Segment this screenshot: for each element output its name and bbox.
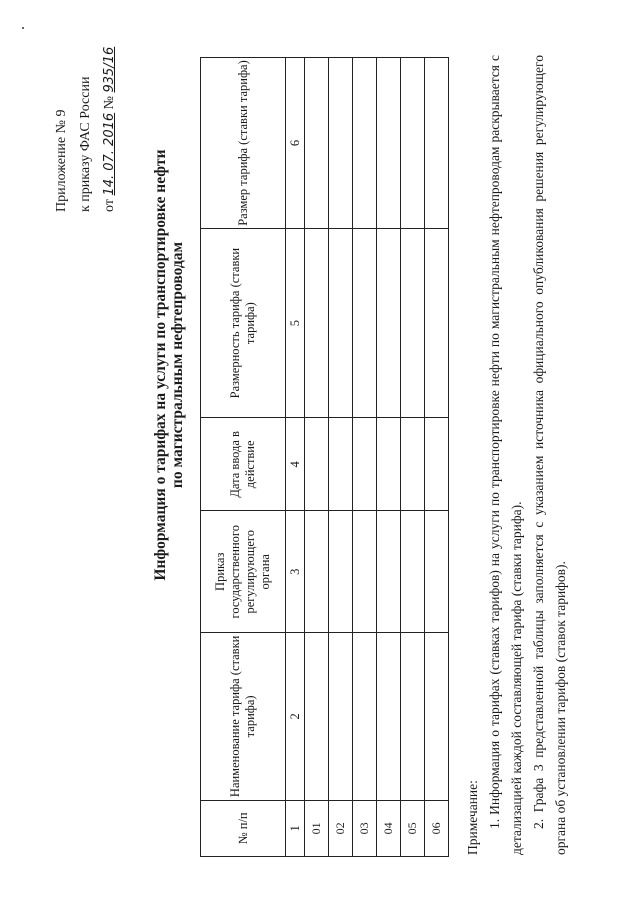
appendix-date: 14. 07. 2016	[102, 112, 117, 196]
column-number: 4	[286, 418, 305, 511]
table-column-numbers	[286, 58, 305, 857]
notes-heading: Примечание:	[465, 780, 480, 855]
table-cell	[401, 418, 425, 511]
table-cell	[353, 418, 377, 511]
table-row	[305, 58, 329, 857]
column-number: 2	[286, 633, 305, 801]
table-cell	[377, 229, 401, 418]
row-number: 03	[353, 800, 377, 856]
header-effective-date: Дата ввода в действие	[201, 418, 286, 511]
row-number: 05	[401, 800, 425, 856]
note-item-1: 1. Информация о тарифах (ставках тарифов) на услуги по транспортировке нефти по магистральным нефтепроводам раскрывается с детализацией каждой составляющей тарифа (ставки тарифа).	[487, 55, 524, 855]
note-item-2: 2. Графа 3 представленной таблицы заполняется с указанием источника официального опубликования решения регулирующего органа об установлении тарифов (ставок тарифов).	[531, 55, 568, 855]
appendix-order-number: 935/16	[102, 46, 117, 93]
table-cell	[329, 418, 353, 511]
header-size: Размер тарифа (ставки тарифа)	[201, 58, 286, 229]
appendix-header	[50, 47, 122, 212]
column-number: 5	[286, 229, 305, 418]
table-cell	[329, 511, 353, 633]
table-cell	[377, 633, 401, 801]
table-cell	[425, 633, 449, 801]
tariff-table	[200, 57, 449, 857]
header-number: № п/п	[201, 800, 286, 856]
table-row	[329, 58, 353, 857]
document-title: Информация о тарифах на услуги по транспортировке нефти по магистральным нефтепроводам	[152, 149, 186, 581]
table-cell	[353, 633, 377, 801]
row-number: 02	[329, 800, 353, 856]
appendix-order: к приказу ФАС России	[78, 76, 93, 212]
table-header-row	[201, 58, 286, 857]
row-number: 04	[377, 800, 401, 856]
row-number: 01	[305, 800, 329, 856]
table-row	[353, 58, 377, 857]
table-cell	[305, 58, 329, 229]
table-cell	[329, 58, 353, 229]
table-cell	[401, 511, 425, 633]
table-cell	[425, 58, 449, 229]
table-cell	[329, 633, 353, 801]
table-cell	[353, 229, 377, 418]
header-dimension: Размерность тарифа (ставки тарифа)	[201, 229, 286, 418]
table-cell	[401, 229, 425, 418]
table-cell	[353, 511, 377, 633]
table-cell	[425, 511, 449, 633]
column-number: 3	[286, 511, 305, 633]
column-number: 6	[286, 58, 305, 229]
header-tariff-name: Наименование тарифа (ставки тарифа)	[201, 633, 286, 801]
notes-section	[462, 55, 572, 855]
table-cell	[401, 633, 425, 801]
table-cell	[425, 229, 449, 418]
table-row	[377, 58, 401, 857]
table-cell	[401, 58, 425, 229]
scan-speck	[22, 27, 24, 29]
appendix-date-line: от 14. 07. 2016 № 935/16	[102, 46, 117, 212]
table-cell	[377, 58, 401, 229]
table-row	[425, 58, 449, 857]
table-cell	[377, 511, 401, 633]
table-cell	[353, 58, 377, 229]
appendix-number: Приложение № 9	[54, 109, 69, 212]
table-cell	[377, 418, 401, 511]
column-number: 1	[286, 800, 305, 856]
table-cell	[305, 229, 329, 418]
table-cell	[305, 511, 329, 633]
table-cell	[425, 418, 449, 511]
row-number: 06	[425, 800, 449, 856]
table-row	[401, 58, 425, 857]
header-order: Приказ государственного регулирующего органа	[201, 511, 286, 633]
table-cell	[329, 229, 353, 418]
table-cell	[305, 633, 329, 801]
table-cell	[305, 418, 329, 511]
